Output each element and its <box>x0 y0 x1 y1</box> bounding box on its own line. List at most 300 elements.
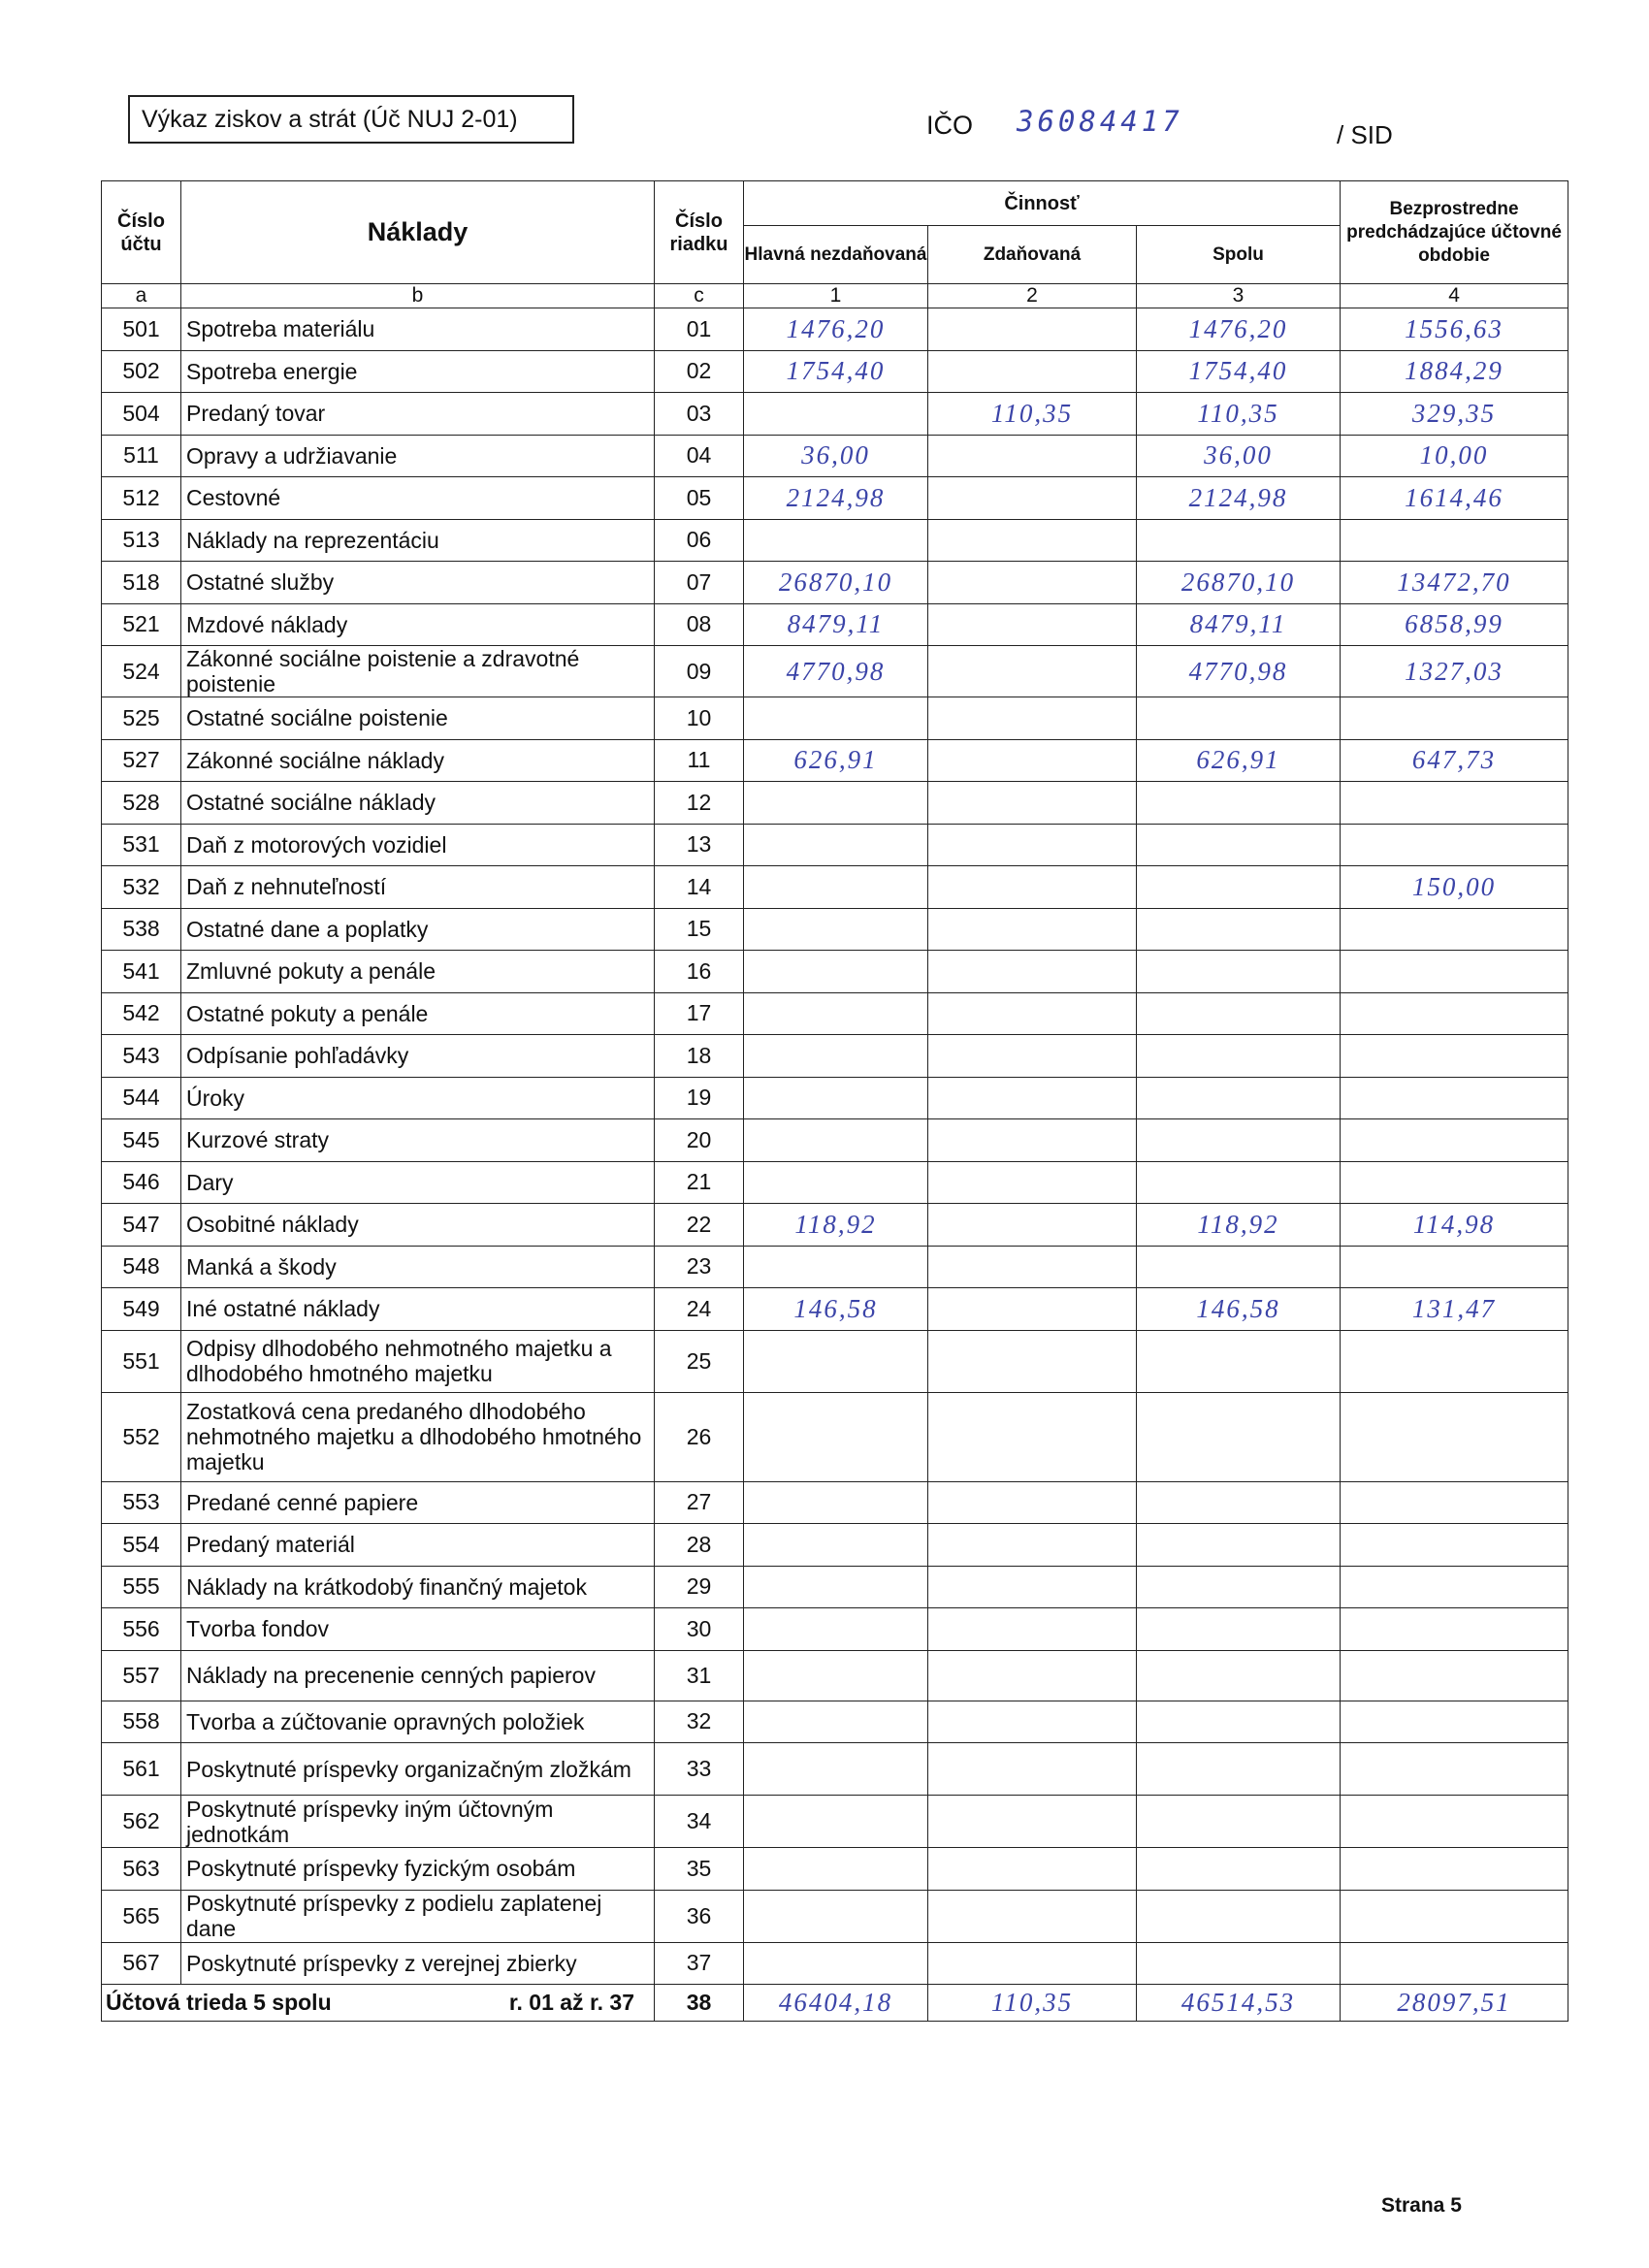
main-value-cell <box>744 1524 928 1567</box>
account-cell: 562 <box>102 1796 181 1848</box>
account-cell: 513 <box>102 519 181 562</box>
table-row <box>102 1890 1568 1942</box>
previous-period-header: Bezprostredne predchádzajúce účtovné obdobie <box>1341 181 1568 284</box>
prev-value-cell <box>1341 1161 1568 1204</box>
cost-name-cell: Predaný tovar <box>181 393 655 436</box>
taxed-value-cell <box>928 1119 1137 1162</box>
table-row <box>102 1524 1568 1567</box>
taxed-value-cell <box>928 1392 1137 1481</box>
row-number-cell: 23 <box>655 1246 744 1288</box>
row-number-cell: 30 <box>655 1608 744 1651</box>
main-value-cell <box>744 866 928 909</box>
main-value-cell <box>744 1392 928 1481</box>
main-value-cell <box>744 1330 928 1392</box>
prev-value-cell: 1327,03 <box>1341 646 1568 697</box>
cost-name-cell: Zákonné sociálne poistenie a zdravotné poistenie <box>181 646 655 697</box>
taxed-value-cell <box>928 1890 1137 1942</box>
account-cell: 511 <box>102 435 181 477</box>
table-row <box>102 697 1568 740</box>
account-cell: 563 <box>102 1848 181 1891</box>
table-row <box>102 562 1568 604</box>
cost-name-cell: Zmluvné pokuty a penále <box>181 951 655 993</box>
taxed-value-cell <box>928 1650 1137 1701</box>
cost-name-cell: Spotreba materiálu <box>181 308 655 351</box>
account-cell: 521 <box>102 603 181 646</box>
page-number: Strana 5 <box>1381 2194 1462 2217</box>
taxed-value-cell <box>928 697 1137 740</box>
row-number-cell: 36 <box>655 1890 744 1942</box>
prev-value-cell <box>1341 1119 1568 1162</box>
prev-value-cell <box>1341 782 1568 825</box>
total-range: r. 01 až r. 37 <box>508 1990 634 2015</box>
row-number-cell: 16 <box>655 951 744 993</box>
row-number-cell: 24 <box>655 1288 744 1331</box>
prev-value-cell <box>1341 1392 1568 1481</box>
taxed-value-cell <box>928 1524 1137 1567</box>
total-value-cell <box>1137 1743 1341 1796</box>
cost-name-cell: Tvorba fondov <box>181 1608 655 1651</box>
main-value-cell: 146,58 <box>744 1288 928 1331</box>
row-number-cell: 33 <box>655 1743 744 1796</box>
account-cell: 557 <box>102 1650 181 1701</box>
row-number-cell: 28 <box>655 1524 744 1567</box>
taxed-value-cell <box>928 1608 1137 1651</box>
main-untaxed-header: Hlavná nezdaňovaná <box>744 226 928 284</box>
num-1: 1 <box>744 284 928 308</box>
taxed-value-cell <box>928 739 1137 782</box>
taxed-value-cell <box>928 477 1137 520</box>
prev-value-cell <box>1341 1077 1568 1119</box>
total-label-text: Účtová trieda 5 spolu <box>106 1990 332 2015</box>
account-cell: 538 <box>102 908 181 951</box>
taxed-value-cell <box>928 1077 1137 1119</box>
row-number-cell: 12 <box>655 782 744 825</box>
main-value-cell: 626,91 <box>744 739 928 782</box>
total-value-cell <box>1137 697 1341 740</box>
row-number-cell: 15 <box>655 908 744 951</box>
total-value-cell <box>1137 1119 1341 1162</box>
cost-name-cell: Predané cenné papiere <box>181 1481 655 1524</box>
letter-row <box>102 284 1568 308</box>
row-number-cell: 18 <box>655 1035 744 1078</box>
cost-name-cell: Predaný materiál <box>181 1524 655 1567</box>
row-number-cell: 25 <box>655 1330 744 1392</box>
total-value-cell <box>1137 1796 1341 1848</box>
prev-value-cell: 114,98 <box>1341 1204 1568 1247</box>
cost-report-table <box>101 180 1568 2022</box>
table-row <box>102 1608 1568 1651</box>
row-number-cell: 14 <box>655 866 744 909</box>
row-number-cell: 08 <box>655 603 744 646</box>
num-3: 3 <box>1137 284 1341 308</box>
account-cell: 544 <box>102 1077 181 1119</box>
cost-name-cell: Opravy a udržiavanie <box>181 435 655 477</box>
table-row <box>102 393 1568 436</box>
account-cell: 501 <box>102 308 181 351</box>
total-value-cell: 1476,20 <box>1137 308 1341 351</box>
account-cell: 554 <box>102 1524 181 1567</box>
table-row <box>102 1796 1568 1848</box>
total-main-value: 46404,18 <box>744 1985 928 2022</box>
taxed-value-cell <box>928 435 1137 477</box>
account-cell: 556 <box>102 1608 181 1651</box>
main-value-cell <box>744 824 928 866</box>
main-value-cell <box>744 992 928 1035</box>
prev-value-cell <box>1341 697 1568 740</box>
main-value-cell: 4770,98 <box>744 646 928 697</box>
taxed-value-cell <box>928 519 1137 562</box>
account-cell: 541 <box>102 951 181 993</box>
taxed-value-cell <box>928 1288 1137 1331</box>
cost-name-cell: Daň z motorových vozidiel <box>181 824 655 866</box>
total-value-cell <box>1137 951 1341 993</box>
num-4: 4 <box>1341 284 1568 308</box>
total-row-number: 38 <box>655 1985 744 2022</box>
table-row <box>102 519 1568 562</box>
row-number-cell: 32 <box>655 1701 744 1743</box>
taxed-value-cell <box>928 1204 1137 1247</box>
total-total-value: 46514,53 <box>1137 1985 1341 2022</box>
cost-name-cell: Poskytnuté príspevky z podielu zaplatenej dane <box>181 1890 655 1942</box>
table-row <box>102 1392 1568 1481</box>
account-col-header: Číslo účtu <box>102 181 181 284</box>
row-number-cell: 13 <box>655 824 744 866</box>
total-value-cell: 118,92 <box>1137 1204 1341 1247</box>
prev-value-cell <box>1341 1701 1568 1743</box>
cost-name-cell: Cestovné <box>181 477 655 520</box>
account-cell: 565 <box>102 1890 181 1942</box>
prev-value-cell: 647,73 <box>1341 739 1568 782</box>
account-cell: 542 <box>102 992 181 1035</box>
main-value-cell <box>744 1701 928 1743</box>
cost-name-cell: Zákonné sociálne náklady <box>181 739 655 782</box>
taxed-value-cell <box>928 992 1137 1035</box>
taxed-value-cell <box>928 908 1137 951</box>
cost-name-cell: Ostatné sociálne náklady <box>181 782 655 825</box>
num-2: 2 <box>928 284 1137 308</box>
taxed-value-cell <box>928 1566 1137 1608</box>
cost-name-cell: Odpisy dlhodobého nehmotného majetku a dlhodobého hmotného majetku <box>181 1330 655 1392</box>
main-value-cell <box>744 908 928 951</box>
taxed-value-cell <box>928 308 1137 351</box>
main-value-cell <box>744 1566 928 1608</box>
total-value-cell: 8479,11 <box>1137 603 1341 646</box>
row-number-cell: 31 <box>655 1650 744 1701</box>
main-value-cell: 8479,11 <box>744 603 928 646</box>
prev-value-cell <box>1341 1650 1568 1701</box>
taxed-value-cell <box>928 1796 1137 1848</box>
prev-value-cell <box>1341 1796 1568 1848</box>
account-cell: 552 <box>102 1392 181 1481</box>
table-row <box>102 350 1568 393</box>
row-number-cell: 09 <box>655 646 744 697</box>
prev-value-cell <box>1341 1743 1568 1796</box>
table-row <box>102 1161 1568 1204</box>
total-value-cell <box>1137 992 1341 1035</box>
table-row <box>102 308 1568 351</box>
total-value-cell: 4770,98 <box>1137 646 1341 697</box>
taxed-value-cell <box>928 1743 1137 1796</box>
total-value-cell <box>1137 782 1341 825</box>
account-cell: 502 <box>102 350 181 393</box>
account-cell: 547 <box>102 1204 181 1247</box>
total-value-cell: 626,91 <box>1137 739 1341 782</box>
main-value-cell <box>744 1161 928 1204</box>
prev-value-cell <box>1341 519 1568 562</box>
prev-value-cell <box>1341 1524 1568 1567</box>
row-number-cell: 02 <box>655 350 744 393</box>
account-cell: 546 <box>102 1161 181 1204</box>
total-value-cell: 36,00 <box>1137 435 1341 477</box>
main-value-cell <box>744 1848 928 1891</box>
prev-value-cell <box>1341 824 1568 866</box>
row-number-cell: 06 <box>655 519 744 562</box>
table-row <box>102 739 1568 782</box>
cost-name-cell: Poskytnuté príspevky fyzickým osobám <box>181 1848 655 1891</box>
letter-c: c <box>655 284 744 308</box>
account-cell: 549 <box>102 1288 181 1331</box>
total-value-cell <box>1137 1330 1341 1392</box>
account-cell: 527 <box>102 739 181 782</box>
total-value-cell <box>1137 1566 1341 1608</box>
prev-value-cell <box>1341 951 1568 993</box>
table-row <box>102 1204 1568 1247</box>
taxed-value-cell <box>928 562 1137 604</box>
total-value-cell <box>1137 1701 1341 1743</box>
total-value-cell <box>1137 824 1341 866</box>
prev-value-cell <box>1341 1608 1568 1651</box>
row-number-cell: 07 <box>655 562 744 604</box>
row-number-cell: 19 <box>655 1077 744 1119</box>
prev-value-cell: 10,00 <box>1341 435 1568 477</box>
prev-value-cell <box>1341 1246 1568 1288</box>
main-value-cell: 1476,20 <box>744 308 928 351</box>
cost-name-cell: Ostatné služby <box>181 562 655 604</box>
taxed-header: Zdaňovaná <box>928 226 1137 284</box>
taxed-value-cell <box>928 1701 1137 1743</box>
account-cell: 531 <box>102 824 181 866</box>
row-number-cell: 17 <box>655 992 744 1035</box>
table-row <box>102 1246 1568 1288</box>
main-value-cell <box>744 1035 928 1078</box>
total-value-cell <box>1137 1890 1341 1942</box>
total-value-cell <box>1137 1392 1341 1481</box>
prev-value-cell: 329,35 <box>1341 393 1568 436</box>
table-row <box>102 603 1568 646</box>
cost-name-cell: Mzdové náklady <box>181 603 655 646</box>
cost-name-cell: Osobitné náklady <box>181 1204 655 1247</box>
table-row <box>102 1848 1568 1891</box>
cost-name-cell: Zostatková cena predaného dlhodobého nehmotného majetku a dlhodobého hmotného majetku <box>181 1392 655 1481</box>
header-row-1 <box>102 181 1568 226</box>
cost-name-cell: Manká a škody <box>181 1246 655 1288</box>
main-value-cell <box>744 1077 928 1119</box>
cost-name-cell: Ostatné sociálne poistenie <box>181 697 655 740</box>
taxed-value-cell <box>928 1481 1137 1524</box>
total-value-cell <box>1137 1942 1341 1985</box>
costs-col-header: Náklady <box>181 181 655 284</box>
account-cell: 548 <box>102 1246 181 1288</box>
cost-name-cell: Náklady na reprezentáciu <box>181 519 655 562</box>
main-value-cell <box>744 1796 928 1848</box>
taxed-value-cell <box>928 866 1137 909</box>
row-number-cell: 04 <box>655 435 744 477</box>
account-cell: 525 <box>102 697 181 740</box>
row-number-cell: 34 <box>655 1796 744 1848</box>
table-row <box>102 908 1568 951</box>
row-number-cell: 05 <box>655 477 744 520</box>
prev-value-cell: 131,47 <box>1341 1288 1568 1331</box>
account-cell: 518 <box>102 562 181 604</box>
letter-a: a <box>102 284 181 308</box>
account-cell: 555 <box>102 1566 181 1608</box>
prev-value-cell <box>1341 1481 1568 1524</box>
total-value-cell: 2124,98 <box>1137 477 1341 520</box>
total-value-cell <box>1137 1650 1341 1701</box>
total-value-cell <box>1137 1608 1341 1651</box>
account-cell: 512 <box>102 477 181 520</box>
taxed-value-cell <box>928 1161 1137 1204</box>
main-value-cell <box>744 697 928 740</box>
total-value-cell <box>1137 1161 1341 1204</box>
main-value-cell <box>744 1890 928 1942</box>
account-cell: 567 <box>102 1942 181 1985</box>
account-cell: 545 <box>102 1119 181 1162</box>
main-value-cell <box>744 1650 928 1701</box>
taxed-value-cell <box>928 824 1137 866</box>
main-value-cell: 36,00 <box>744 435 928 477</box>
cost-name-cell: Poskytnuté príspevky z verejnej zbierky <box>181 1942 655 1985</box>
main-value-cell <box>744 1942 928 1985</box>
main-value-cell <box>744 951 928 993</box>
main-value-cell: 1754,40 <box>744 350 928 393</box>
total-header: Spolu <box>1137 226 1341 284</box>
account-cell: 553 <box>102 1481 181 1524</box>
total-value-cell: 110,35 <box>1137 393 1341 436</box>
taxed-value-cell <box>928 646 1137 697</box>
prev-value-cell: 150,00 <box>1341 866 1568 909</box>
prev-value-cell <box>1341 1035 1568 1078</box>
table-row <box>102 1942 1568 1985</box>
report-title: Výkaz ziskov a strát (Úč NUJ 2-01) <box>128 95 574 144</box>
taxed-value-cell <box>928 603 1137 646</box>
cost-name-cell: Spotreba energie <box>181 350 655 393</box>
row-number-cell: 35 <box>655 1848 744 1891</box>
row-col-header: Číslo riadku <box>655 181 744 284</box>
taxed-value-cell: 110,35 <box>928 393 1137 436</box>
account-cell: 528 <box>102 782 181 825</box>
cost-name-cell: Dary <box>181 1161 655 1204</box>
table-row <box>102 1119 1568 1162</box>
total-value-cell <box>1137 1077 1341 1119</box>
table-row <box>102 866 1568 909</box>
total-value-cell <box>1137 1524 1341 1567</box>
total-taxed-value: 110,35 <box>928 1985 1137 2022</box>
main-value-cell <box>744 1481 928 1524</box>
letter-b: b <box>181 284 655 308</box>
cost-name-cell: Náklady na precenenie cenných papierov <box>181 1650 655 1701</box>
row-number-cell: 26 <box>655 1392 744 1481</box>
main-value-cell <box>744 1246 928 1288</box>
main-value-cell: 118,92 <box>744 1204 928 1247</box>
total-value-cell <box>1137 1246 1341 1288</box>
table-row <box>102 435 1568 477</box>
row-number-cell: 27 <box>655 1481 744 1524</box>
cost-name-cell: Ostatné dane a poplatky <box>181 908 655 951</box>
account-cell: 551 <box>102 1330 181 1392</box>
total-value-cell: 146,58 <box>1137 1288 1341 1331</box>
taxed-value-cell <box>928 1330 1137 1392</box>
row-number-cell: 03 <box>655 393 744 436</box>
taxed-value-cell <box>928 1246 1137 1288</box>
sid-label: / SID <box>1337 120 1393 149</box>
main-value-cell: 26870,10 <box>744 562 928 604</box>
main-value-cell <box>744 782 928 825</box>
table-row <box>102 1650 1568 1701</box>
taxed-value-cell <box>928 350 1137 393</box>
cost-name-cell: Úroky <box>181 1077 655 1119</box>
taxed-value-cell <box>928 1848 1137 1891</box>
table-row <box>102 1701 1568 1743</box>
prev-value-cell: 13472,70 <box>1341 562 1568 604</box>
account-cell: 524 <box>102 646 181 697</box>
taxed-value-cell <box>928 782 1137 825</box>
cost-name-cell: Kurzové straty <box>181 1119 655 1162</box>
table-row <box>102 1035 1568 1078</box>
taxed-value-cell <box>928 951 1137 993</box>
main-value-cell <box>744 1119 928 1162</box>
taxed-value-cell <box>928 1942 1137 1985</box>
total-label <box>102 1985 655 2022</box>
main-value-cell <box>744 1608 928 1651</box>
cost-name-cell: Poskytnuté príspevky iným účtovným jednotkám <box>181 1796 655 1848</box>
row-number-cell: 10 <box>655 697 744 740</box>
row-number-cell: 37 <box>655 1942 744 1985</box>
table-row <box>102 1481 1568 1524</box>
prev-value-cell <box>1341 992 1568 1035</box>
row-number-cell: 29 <box>655 1566 744 1608</box>
prev-value-cell <box>1341 1890 1568 1942</box>
prev-value-cell: 6858,99 <box>1341 603 1568 646</box>
cost-name-cell: Iné ostatné náklady <box>181 1288 655 1331</box>
cost-name-cell: Daň z nehnuteľností <box>181 866 655 909</box>
taxed-value-cell <box>928 1035 1137 1078</box>
account-cell: 561 <box>102 1743 181 1796</box>
total-row <box>102 1985 1568 2022</box>
cost-name-cell: Ostatné pokuty a penále <box>181 992 655 1035</box>
total-value-cell <box>1137 1848 1341 1891</box>
table-row <box>102 1330 1568 1392</box>
prev-value-cell <box>1341 908 1568 951</box>
table-row <box>102 951 1568 993</box>
row-number-cell: 22 <box>655 1204 744 1247</box>
row-number-cell: 11 <box>655 739 744 782</box>
total-value-cell: 1754,40 <box>1137 350 1341 393</box>
main-value-cell <box>744 519 928 562</box>
prev-value-cell <box>1341 1566 1568 1608</box>
table-row <box>102 782 1568 825</box>
ico-value: 36084417 <box>1017 105 1183 138</box>
total-value-cell <box>1137 1035 1341 1078</box>
table-row <box>102 646 1568 697</box>
account-cell: 532 <box>102 866 181 909</box>
main-value-cell <box>744 393 928 436</box>
cost-name-cell: Náklady na krátkodobý finančný majetok <box>181 1566 655 1608</box>
main-value-cell <box>744 1743 928 1796</box>
table-row <box>102 824 1568 866</box>
prev-value-cell <box>1341 1942 1568 1985</box>
row-number-cell: 21 <box>655 1161 744 1204</box>
